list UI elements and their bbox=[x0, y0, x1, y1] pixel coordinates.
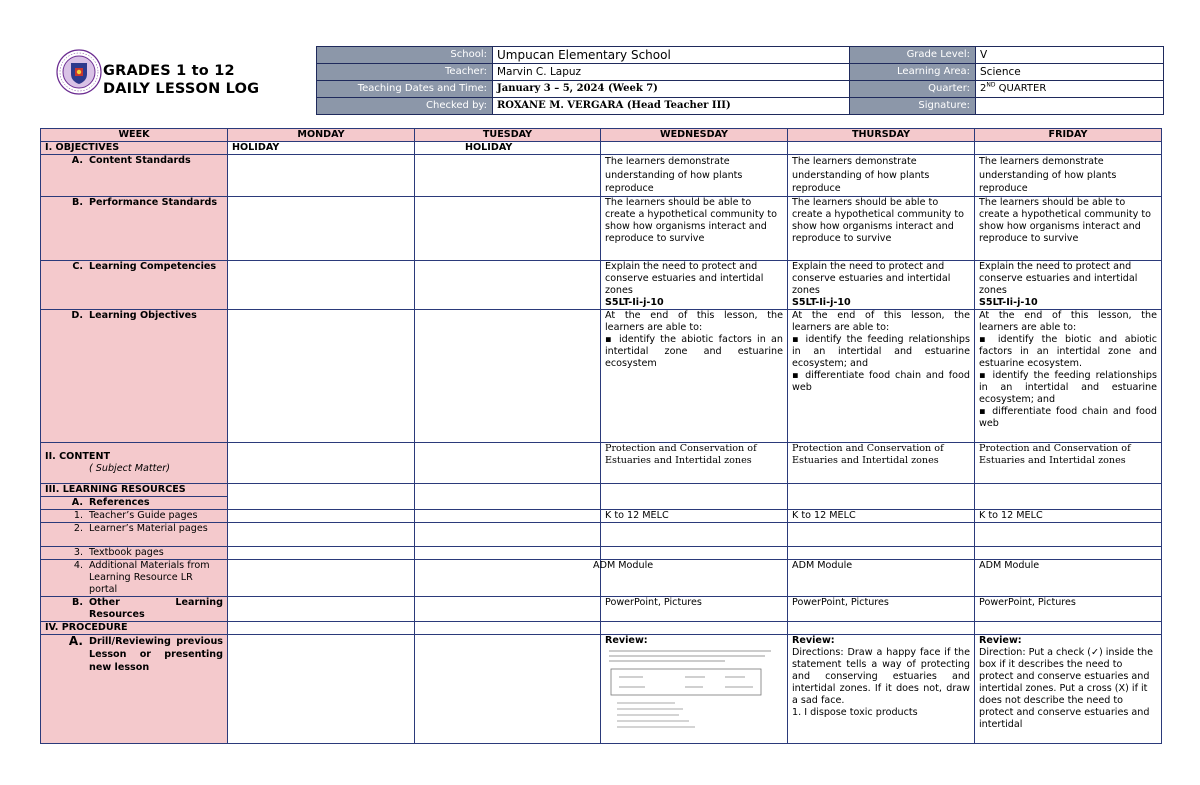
other-resources-text: Other Learning Resources bbox=[89, 597, 223, 620]
col-monday: MONDAY bbox=[228, 129, 415, 142]
textbook-num: 3. bbox=[73, 547, 83, 558]
thu-content: Protection and Conservation of Estuaries and Intertidal zones bbox=[788, 443, 975, 484]
mon-cell bbox=[228, 523, 415, 547]
drill-review-label bbox=[41, 635, 228, 744]
thu-teachers-guide: K to 12 MELC bbox=[788, 510, 975, 523]
title-line-2: DAILY LESSON LOG bbox=[103, 81, 260, 97]
thu-competency-code: S5LT-Ii-j-10 bbox=[792, 297, 851, 308]
tue-cell bbox=[415, 560, 601, 597]
quarter-suffix: ND bbox=[986, 81, 996, 89]
quarter-number: 2 bbox=[980, 83, 987, 94]
fri-objective-1: ▪ identify the biotic and abiotic factors in an intertidal zone and estuarine ecosystem. bbox=[979, 334, 1157, 369]
thu-competency bbox=[788, 261, 975, 310]
fri-teachers-guide: K to 12 MELC bbox=[975, 510, 1162, 523]
mon-cell bbox=[228, 597, 415, 622]
fri-cell bbox=[975, 622, 1162, 635]
teacher-label: Teacher: bbox=[317, 64, 493, 81]
fri-cell bbox=[975, 523, 1162, 547]
drill-letter: A. bbox=[68, 634, 83, 648]
grade-level-label: Grade Level: bbox=[850, 47, 976, 64]
mon-cell bbox=[228, 484, 415, 510]
thu-performance-standard: The learners should be able to create a hypothetical community to show how organisms interact and reproduce to survive bbox=[788, 197, 975, 261]
monday-holiday: HOLIDAY bbox=[228, 142, 415, 155]
lesson-log-table bbox=[40, 128, 1162, 744]
tue-cell bbox=[415, 547, 601, 560]
thu-cell bbox=[788, 622, 975, 635]
drill-review-row bbox=[41, 635, 1162, 744]
title-line-1: GRADES 1 to 12 bbox=[103, 63, 235, 79]
learners-material-num: 2. bbox=[73, 523, 83, 534]
other-resources-label bbox=[41, 597, 228, 622]
tuesday-holiday: HOLIDAY bbox=[415, 142, 601, 155]
mon-cell bbox=[228, 622, 415, 635]
fri-review-directions: Direction: Put a check (✓) inside the box if it describes the need to protect and conserve estuaries and intertidal zones. Put a cross (X) if it does not describe the need to protect and conserve estuaries and intertidal bbox=[979, 647, 1153, 730]
content-standards-text: Content Standards bbox=[89, 155, 191, 166]
thu-content-standard: The learners demonstrate understanding of how plants reproduce bbox=[788, 155, 975, 197]
performance-standards-row bbox=[41, 197, 1162, 261]
checked-by-label: Checked by: bbox=[317, 98, 493, 115]
tue-cell bbox=[415, 510, 601, 523]
mon-cell bbox=[228, 197, 415, 261]
tue-cell bbox=[415, 261, 601, 310]
fri-empty bbox=[975, 142, 1162, 155]
wed-objective-1: ▪ identify the abiotic factors in an intertidal zone and estuarine ecosystem bbox=[605, 334, 783, 369]
wed-competency bbox=[601, 261, 788, 310]
fri-objective-3: ▪ differentiate food chain and food web bbox=[979, 406, 1157, 429]
fri-objective-2: ▪ identify the feeding relationships in an intertidal and estuarine ecosystem; and bbox=[979, 370, 1157, 405]
other-resources-row bbox=[41, 597, 1162, 622]
col-week: WEEK bbox=[41, 129, 228, 142]
tue-cell bbox=[415, 443, 601, 484]
content-label: II. CONTENT bbox=[45, 451, 111, 462]
procedure-row bbox=[41, 622, 1162, 635]
learning-objectives-row bbox=[41, 310, 1162, 443]
wed-competency-text: Explain the need to protect and conserve estuaries and intertidal zones bbox=[605, 261, 764, 296]
mon-cell bbox=[228, 310, 415, 443]
thu-cell bbox=[788, 484, 975, 510]
mon-cell bbox=[228, 510, 415, 523]
learning-objectives-label bbox=[41, 310, 228, 443]
references-text: References bbox=[89, 497, 150, 508]
additional-materials-row bbox=[41, 560, 1162, 597]
performance-standards-label bbox=[41, 197, 228, 261]
textbook-label bbox=[41, 547, 228, 560]
content-standards-label bbox=[41, 155, 228, 197]
additional-materials-text: Additional Materials from Learning Resource LR portal bbox=[89, 560, 210, 595]
teacher-value: Marvin C. Lapuz bbox=[493, 64, 850, 81]
fri-objectives bbox=[975, 310, 1162, 443]
teachers-guide-text: Teacher’s Guide pages bbox=[89, 510, 198, 521]
learners-material-row bbox=[41, 523, 1162, 547]
thu-cell bbox=[788, 547, 975, 560]
mon-cell bbox=[228, 560, 415, 597]
learning-resources-label: III. LEARNING RESOURCES bbox=[41, 484, 228, 497]
review-worksheet-thumbnail-image bbox=[605, 647, 775, 739]
quarter-word: QUARTER bbox=[995, 83, 1047, 94]
mon-cell bbox=[228, 261, 415, 310]
performance-standards-letter: B. bbox=[72, 197, 83, 208]
learning-competencies-text: Learning Competencies bbox=[89, 261, 217, 272]
thu-competency-text: Explain the need to protect and conserve estuaries and intertidal zones bbox=[792, 261, 951, 296]
teaching-dates-value: January 3 – 5, 2024 (Week 7) bbox=[493, 81, 850, 98]
col-friday: FRIDAY bbox=[975, 129, 1162, 142]
mon-cell bbox=[228, 635, 415, 744]
signature-value bbox=[976, 98, 1164, 115]
subject-matter-label: ( Subject Matter) bbox=[89, 463, 170, 474]
fri-performance-standard: The learners should be able to create a hypothetical community to show how organisms interact and reproduce to survive bbox=[975, 197, 1162, 261]
quarter-value bbox=[976, 81, 1164, 98]
col-wednesday: WEDNESDAY bbox=[601, 129, 788, 142]
deped-seal-logo bbox=[56, 49, 102, 95]
thu-additional-materials: ADM Module bbox=[788, 560, 975, 597]
tue-cell bbox=[415, 597, 601, 622]
fri-content-standard: The learners demonstrate understanding of how plants reproduce bbox=[975, 155, 1162, 197]
wed-cell bbox=[601, 622, 788, 635]
wed-review-label: Review: bbox=[605, 635, 648, 646]
fri-competency bbox=[975, 261, 1162, 310]
thu-review-item-1: 1. I dispose toxic products bbox=[792, 707, 918, 718]
learning-competencies-row bbox=[41, 261, 1162, 310]
objectives-row bbox=[41, 142, 1162, 155]
learning-objectives-letter: D. bbox=[71, 310, 83, 321]
additional-materials-label bbox=[41, 560, 228, 597]
thu-objective-1: ▪ identify the feeding relationships in an intertidal and estuarine ecosystem; and bbox=[792, 334, 970, 369]
mon-cell bbox=[228, 155, 415, 197]
col-tuesday: TUESDAY bbox=[415, 129, 601, 142]
tue-cell bbox=[415, 197, 601, 261]
wed-additional-materials bbox=[593, 560, 788, 597]
fri-content: Protection and Conservation of Estuaries and Intertidal zones bbox=[975, 443, 1162, 484]
tue-cell bbox=[415, 635, 601, 744]
thu-review-directions: Directions: Draw a happy face if the statement tells a way of protecting and conserving estuaries and intertidal zones. If it does not, draw a sad face. bbox=[792, 647, 970, 706]
header-info-table bbox=[316, 46, 1164, 115]
thu-objectives-intro: At the end of this lesson, the learners are able to: bbox=[792, 310, 970, 333]
tue-cell bbox=[415, 310, 601, 443]
learning-competencies-letter: C. bbox=[72, 261, 83, 272]
additional-materials-num: 4. bbox=[73, 560, 83, 571]
teachers-guide-label bbox=[41, 510, 228, 523]
learning-area-label: Learning Area: bbox=[850, 64, 976, 81]
wed-cell bbox=[601, 484, 788, 510]
thu-review bbox=[788, 635, 975, 744]
wed-teachers-guide: K to 12 MELC bbox=[601, 510, 788, 523]
teaching-dates-label: Teaching Dates and Time: bbox=[317, 81, 493, 98]
teachers-guide-num: 1. bbox=[73, 510, 83, 521]
wed-content: Protection and Conservation of Estuaries and Intertidal zones bbox=[601, 443, 788, 484]
thu-cell bbox=[788, 523, 975, 547]
thu-empty bbox=[788, 142, 975, 155]
thu-review-label: Review: bbox=[792, 635, 835, 646]
content-row bbox=[41, 443, 1162, 484]
quarter-label: Quarter: bbox=[850, 81, 976, 98]
teachers-guide-row bbox=[41, 510, 1162, 523]
fri-cell bbox=[975, 484, 1162, 510]
drill-text: Drill/Reviewing previous Lesson or presenting new lesson bbox=[89, 636, 223, 673]
textbook-row bbox=[41, 547, 1162, 560]
fri-review bbox=[975, 635, 1162, 744]
learning-area-value: Science bbox=[976, 64, 1164, 81]
fri-competency-text: Explain the need to protect and conserve estuaries and intertidal zones bbox=[979, 261, 1138, 296]
thu-objective-2: ▪ differentiate food chain and food web bbox=[792, 370, 970, 393]
textbook-text: Textbook pages bbox=[89, 547, 164, 558]
wed-other-resources: PowerPoint, Pictures bbox=[601, 597, 788, 622]
fri-additional-materials: ADM Module bbox=[975, 560, 1162, 597]
wed-review bbox=[601, 635, 788, 744]
wed-objectives-intro: At the end of this lesson, the learners are able to: bbox=[605, 310, 783, 333]
wed-performance-standard: The learners should be able to create a hypothetical community to show how organisms interact and reproduce to survive bbox=[601, 197, 788, 261]
learning-resources-row bbox=[41, 484, 1162, 497]
objectives-label: I. OBJECTIVES bbox=[41, 142, 228, 155]
fri-competency-code: S5LT-Ii-j-10 bbox=[979, 297, 1038, 308]
tue-cell bbox=[415, 622, 601, 635]
thu-other-resources: PowerPoint, Pictures bbox=[788, 597, 975, 622]
fri-objectives-intro: At the end of this lesson, the learners are able to: bbox=[979, 310, 1157, 333]
wed-cell bbox=[601, 547, 788, 560]
school-label: School: bbox=[317, 47, 493, 64]
content-standards-letter: A. bbox=[71, 155, 83, 166]
references-letter: A. bbox=[71, 497, 83, 508]
checked-by-value: ROXANE M. VERGARA (Head Teacher III) bbox=[493, 98, 850, 115]
procedure-label: IV. PROCEDURE bbox=[41, 622, 228, 635]
learners-material-label bbox=[41, 523, 228, 547]
tue-cell bbox=[415, 155, 601, 197]
content-standards-row bbox=[41, 155, 1162, 197]
table-header-row bbox=[41, 129, 1162, 142]
fri-other-resources: PowerPoint, Pictures bbox=[975, 597, 1162, 622]
references-label bbox=[41, 497, 228, 510]
tue-cell bbox=[415, 523, 601, 547]
wed-cell bbox=[601, 523, 788, 547]
grade-level-value: V bbox=[976, 47, 1164, 64]
content-label-cell bbox=[41, 443, 228, 484]
mon-cell bbox=[228, 547, 415, 560]
signature-label: Signature: bbox=[850, 98, 976, 115]
learners-material-text: Learner’s Material pages bbox=[89, 523, 208, 534]
learning-objectives-text: Learning Objectives bbox=[89, 310, 197, 321]
other-resources-letter: B. bbox=[72, 597, 83, 608]
tue-cell bbox=[415, 484, 601, 510]
wed-competency-code: S5LT-Ii-j-10 bbox=[605, 297, 664, 308]
wed-empty bbox=[601, 142, 788, 155]
document-title bbox=[103, 62, 259, 98]
learning-competencies-label bbox=[41, 261, 228, 310]
wed-objectives bbox=[601, 310, 788, 443]
thu-objectives bbox=[788, 310, 975, 443]
wed-adm-text: ADM Module bbox=[593, 560, 654, 571]
performance-standards-text: Performance Standards bbox=[89, 197, 218, 208]
school-value: Umpucan Elementary School bbox=[493, 47, 850, 64]
mon-cell bbox=[228, 443, 415, 484]
fri-cell bbox=[975, 547, 1162, 560]
wed-content-standard: The learners demonstrate understanding of how plants reproduce bbox=[601, 155, 788, 197]
col-thursday: THURSDAY bbox=[788, 129, 975, 142]
fri-review-label: Review: bbox=[979, 635, 1022, 646]
